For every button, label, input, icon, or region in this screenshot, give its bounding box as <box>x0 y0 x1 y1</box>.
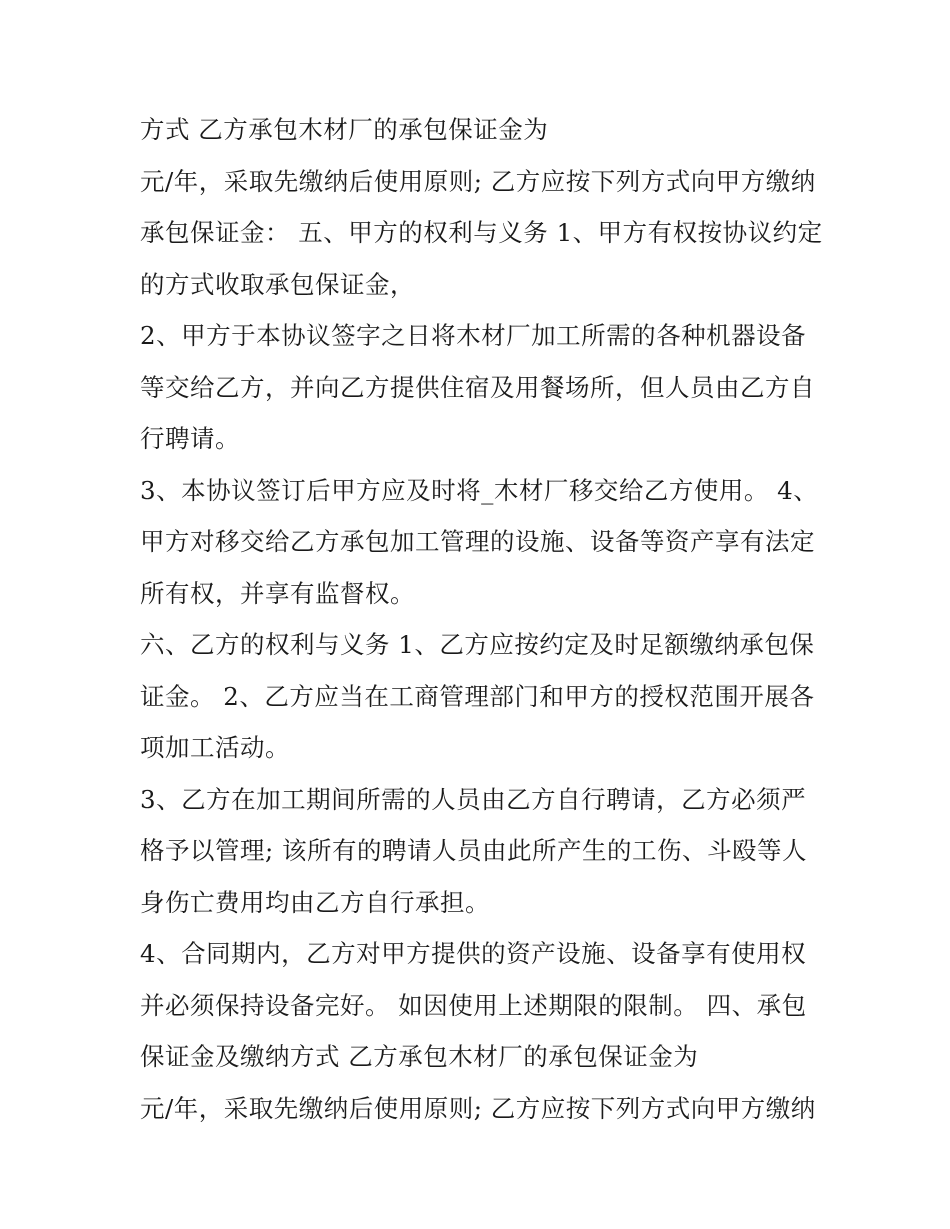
text-line: 甲方对移交给乙方承包加工管理的设施、设备等资产享有法定 <box>140 527 815 556</box>
text-line: 格予以管理; 该所有的聘请人员由此所产生的工伤、斗殴等人 <box>140 836 808 865</box>
text-line: 方式 乙方承包木材厂的承包保证金为 <box>140 115 549 144</box>
text-line: 承包保证金： 五、甲方的权利与义务 1、甲方有权按协议约定 <box>140 218 823 247</box>
text-line: 3、乙方在加工期间所需的人员由乙方自行聘请，乙方必须严 <box>140 784 807 814</box>
text-line: 项加工活动。 <box>140 733 290 762</box>
text-line: 行聘请。 <box>140 424 240 453</box>
text-line: 证金。 2、乙方应当在工商管理部门和甲方的授权范围开展各 <box>140 681 815 711</box>
text-line: 并必须保持设备完好。 如因使用上述期限的限制。 四、承包 <box>140 990 807 1020</box>
text-line: 等交给乙方，并向乙方提供住宿及用餐场所，但人员由乙方自 <box>140 372 815 402</box>
document-body <box>140 104 823 1134</box>
text-line: 元/年，采取先缴纳后使用原则; 乙方应按下列方式向甲方缴纳 <box>140 1093 816 1123</box>
text-line: 元/年，采取先缴纳后使用原则; 乙方应按下列方式向甲方缴纳 <box>140 166 816 196</box>
text-line: 六、乙方的权利与义务 1、乙方应按约定及时足额缴纳承包保 <box>140 630 815 659</box>
text-line: 所有权，并享有监督权。 <box>140 578 415 608</box>
text-line: 4、合同期内，乙方对甲方提供的资产设施、设备享有使用权 <box>140 939 807 968</box>
text-line: 3、本协议签订后甲方应及时将_木材厂移交给乙方使用。 4、 <box>140 475 819 505</box>
text-line: 身伤亡费用均由乙方自行承担。 <box>140 887 490 917</box>
text-line: 保证金及缴纳方式 乙方承包木材厂的承包保证金为 <box>140 1042 699 1071</box>
text-line: 2、甲方于本协议签字之日将木材厂加工所需的各种机器设备 <box>140 321 807 350</box>
text-line: 的方式收取承包保证金， <box>140 269 415 299</box>
